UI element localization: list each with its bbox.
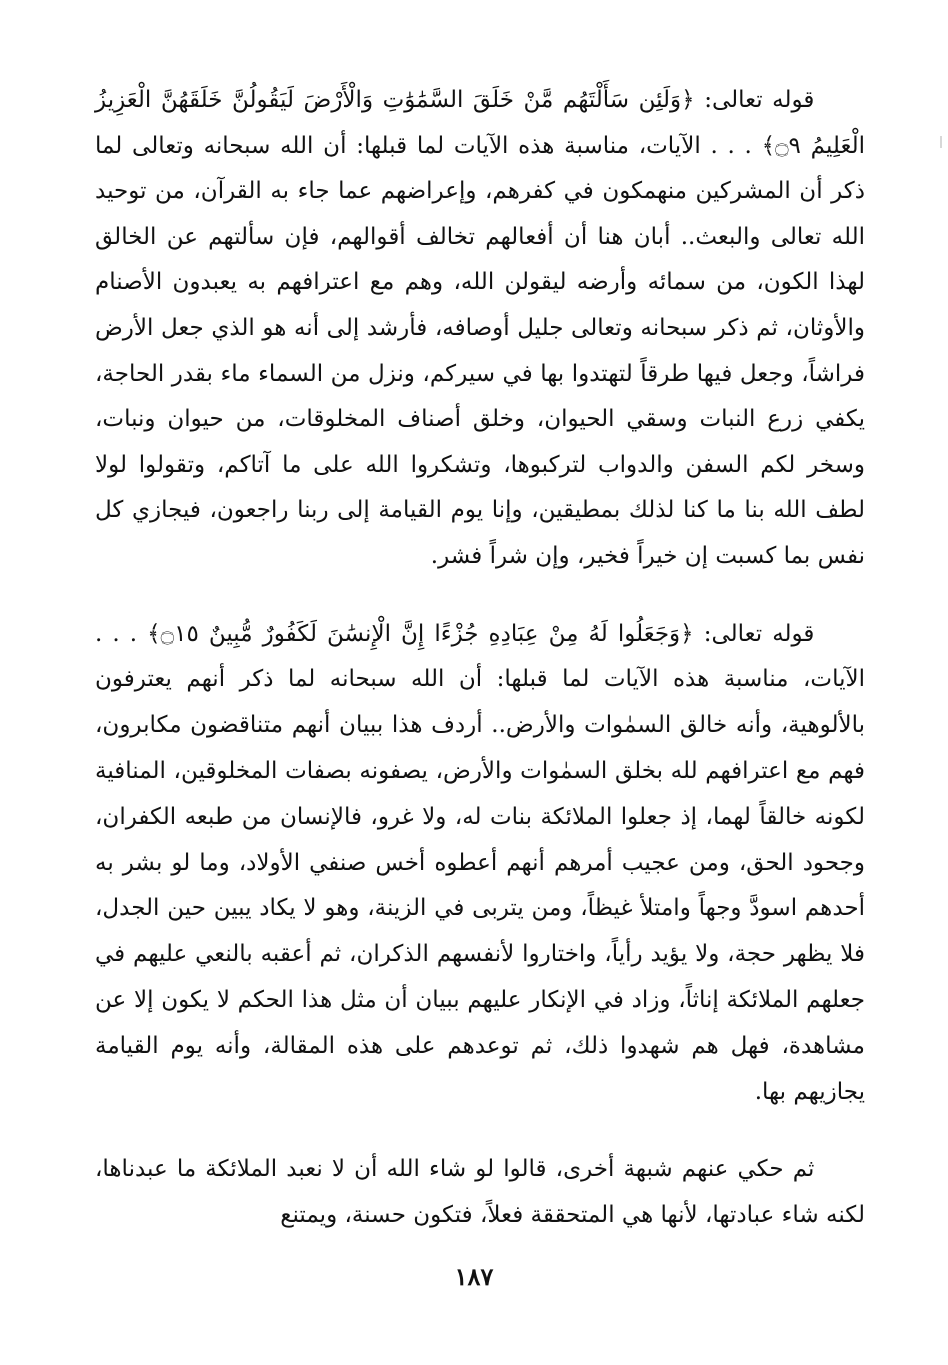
paragraph-2: قوله تعالى: ﴿وَجَعَلُوا لَهُ مِنْ عِبَادِهِ جُزْءًا إِنَّ الْإِنسَٰنَ لَكَفُورٌ مُّبِينٌ ۝١٥﴾ . . . الآيات، مناسبة هذه الآيات لما قبلها: أن الله سبحانه لما ذكر أنهم يعترفون بالألوهية، وأنه خالق السمٰوات والأرض.. أردف هذا ببيان أنهم متناقضون مكابرون، فهم مع اعترافهم لله بخلق السمٰوات والأرض، يصفونه بصفات المخلوقين، المنافية لكونه خالقاً لهما، إذ جعلوا الملائكة بنات له، ولا غرو، فالإنسان من طبعه الكفران، وجحود الحق، ومن عجيب أمرهم أنهم أعطوه أخس صنفي الأولاد، وما لو بشر به أحدهم اسودَّ وجهاً وامتلأ غيظاً، ومن يتربى في الزينة، وهو لا يكاد يبين حين الجدل، فلا يظهر حجة، ولا يؤيد رأياً، واختاروا لأنفسهم الذكران، ثم أعقبه بالنعي عليهم في جعلهم الملائكة إناثاً، وزاد في الإنكار عليهم ببيان أن مثل هذا الحكم لا يكون إلا عن مشاهدة، فهل هم شهدوا ذلك، ثم توعدهم على هذه المقالة، وأنه يوم القيامة يجازيهم بها.: [95, 620, 865, 1105]
paragraph-3: ثم حكي عنهم شبهة أخرى، قالوا لو شاء الله أن لا نعبد الملائكة ما عبدناها، لكنه شاء عبادتها، لأنها هي المتحققة فعلاً، فتكون حسنة، ويمتنع: [95, 1156, 865, 1229]
page-number: ١٨٧: [454, 1262, 494, 1291]
paragraph-1: قوله تعالى: ﴿وَلَئِن سَأَلْتَهُم مَّنْ خَلَقَ السَّمَٰوَٰتِ وَالْأَرْضَ لَيَقُولُنَّ خَلَقَهُنَّ الْعَزِيزُ الْعَلِيمُ ۝٩﴾ . . . الآيات، مناسبة هذه الآيات لما قبلها: أن الله سبحانه وتعالى لما ذكر أن المشركين منهمكون في كفرهم، وإعراضهم عما جاء به القرآن، من توحيد الله تعالى والبعث.. أبان هنا أن أفعالهم تخالف أقوالهم، فإن سألتهم عن الخالق لهذا الكون، من سمائه وأرضه ليقولن الله، وهم مع اعترافهم به يعبدون الأصنام والأوثان، ثم ذكر سبحانه وتعالى جليل أوصافه، فأرشد إلى أنه هو الذي جعل الأرض فراشاً، وجعل فيها طرقاً لتهتدوا بها في سيركم، ونزل من السماء ماء بقدر الحاجة، يكفي زرع النبات وسقي الحيوان، وخلق أصناف المخلوقات، من حيوان ونبات، وسخر لكم السفن والدواب لتركبوها، وتشكروا الله على ما آتاكم، وتقولوا لولا لطف الله بنا ما كنا لذلك بمطيقين، وإنا يوم القيامة إلى ربنا راجعون، فيجازي كل نفس بما كسبت إن خيراً فخير، وإن شراً فشر.: [95, 87, 865, 569]
page-body: [95, 78, 865, 1271]
margin-speck: [940, 136, 942, 148]
